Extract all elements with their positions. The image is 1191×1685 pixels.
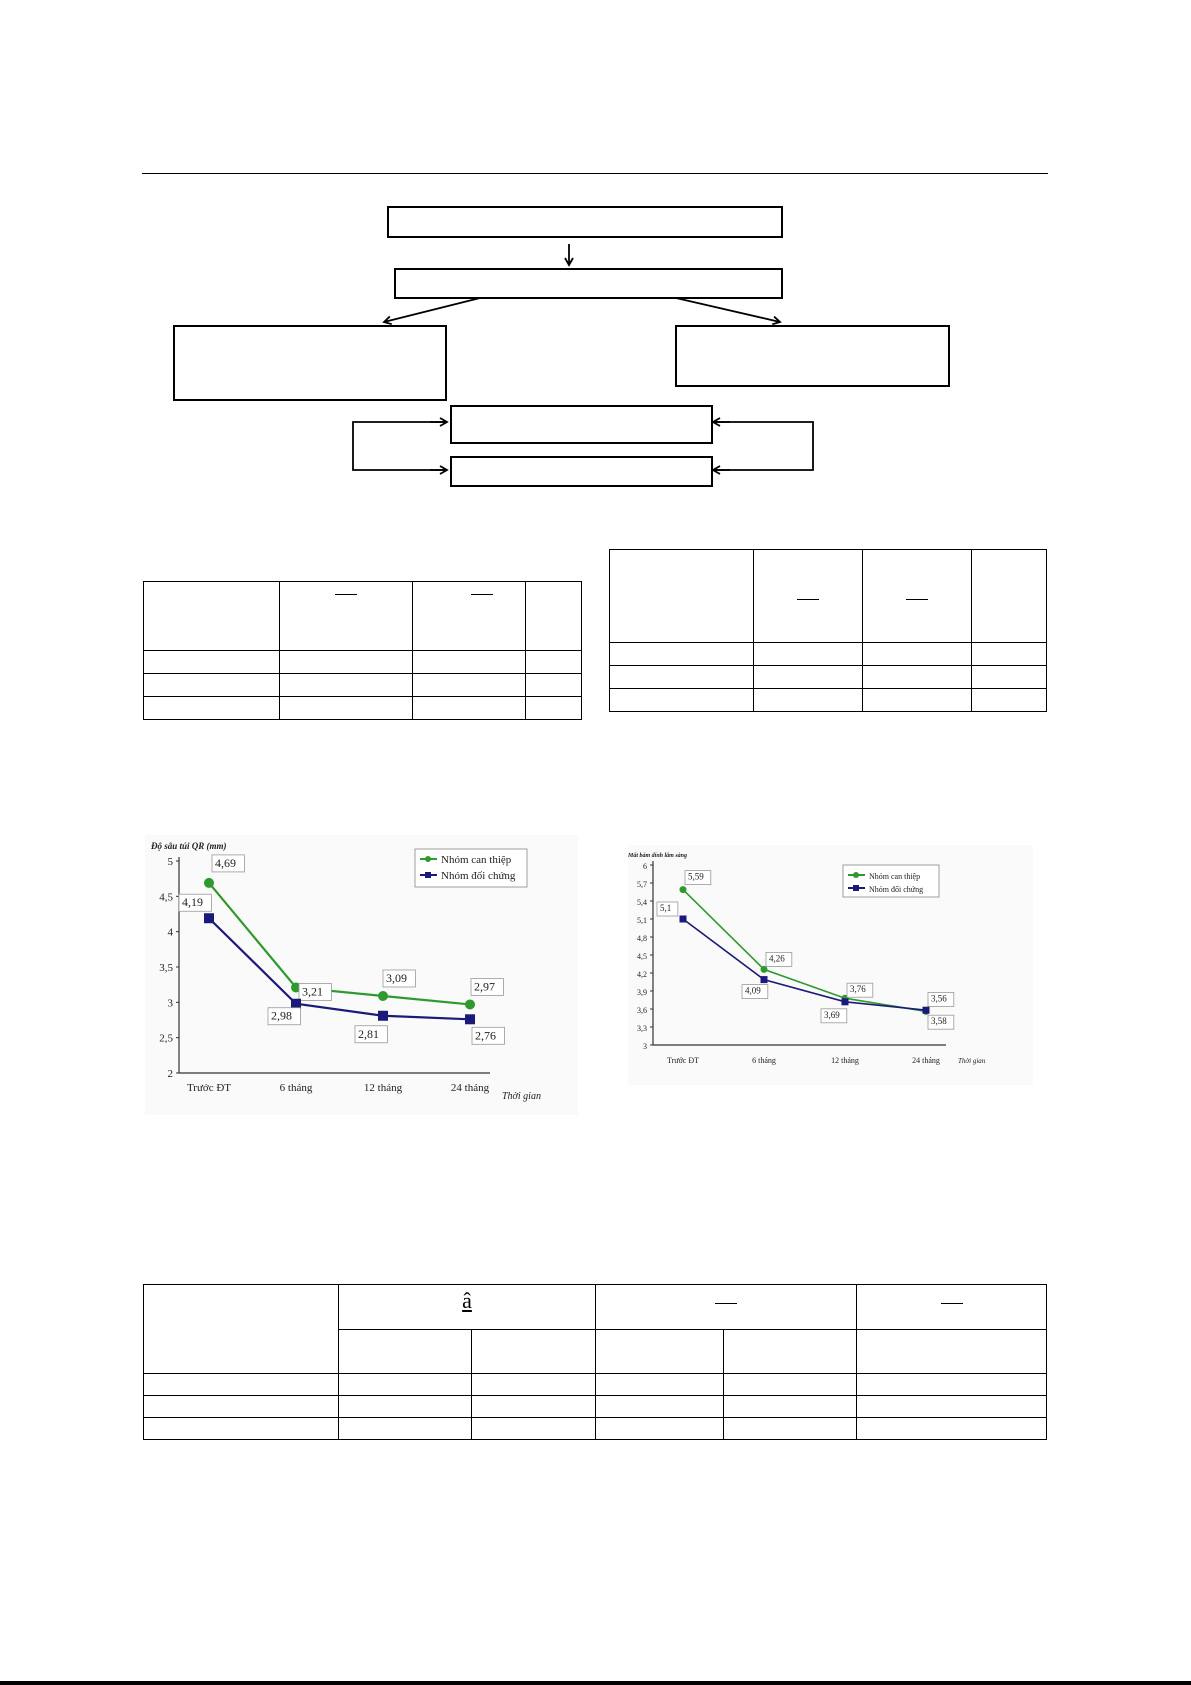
table-cell [413, 582, 526, 651]
y-tick-label: 4,5 [159, 891, 173, 904]
x-axis-title: Thời gian [958, 1057, 986, 1065]
data-label: 3,21 [302, 984, 323, 999]
data-point [923, 1007, 930, 1014]
legend-label: Nhóm can thiệp [869, 872, 921, 881]
data-label: 2,81 [358, 1026, 379, 1041]
x-axis-title: Thời gian [502, 1091, 541, 1102]
data-point [378, 991, 388, 1001]
legend-marker [425, 856, 431, 862]
chart-pocket-depth [145, 835, 578, 1115]
data-point [378, 1011, 388, 1021]
table-right [609, 549, 1047, 712]
data-label: 3,76 [850, 984, 866, 995]
y-tick-label: 3 [643, 1042, 647, 1051]
legend [415, 849, 527, 887]
table-cell [339, 1285, 596, 1330]
table-row [610, 643, 1047, 666]
x-tick-label: Trước ĐT [666, 1056, 700, 1065]
table-cell [863, 550, 972, 643]
y-tick-label: 4 [167, 926, 173, 939]
table-cell [596, 1285, 857, 1330]
table-cell [610, 550, 754, 643]
y-tick-label: 5,4 [637, 898, 647, 907]
y-tick-label: 2,5 [159, 1032, 173, 1045]
legend-marker [853, 872, 859, 878]
table-left [143, 581, 582, 720]
data-label: 3,09 [386, 970, 407, 985]
data-label: 3,56 [931, 993, 947, 1004]
x-tick-label: 24 tháng [450, 1082, 490, 1094]
legend-label: Nhóm đối chứng [869, 885, 924, 894]
series-line-intervention [209, 883, 470, 1005]
table-row [144, 651, 582, 674]
table-row [144, 1374, 1047, 1396]
series-line-control [209, 918, 470, 1019]
data-label: 2,76 [475, 1028, 496, 1043]
right-loop-connector [713, 422, 813, 470]
data-point [204, 913, 214, 923]
y-tick-label: 4,2 [637, 970, 647, 979]
table-row [610, 666, 1047, 689]
data-label: 3,69 [824, 1009, 840, 1020]
x-tick-label: 24 tháng [912, 1056, 940, 1065]
table-header-symbol: â [462, 1288, 472, 1313]
y-tick-label: 3 [167, 997, 173, 1010]
arrow-to-right-box [676, 298, 780, 322]
y-axis-title: Độ sâu túi QR (mm) [151, 841, 227, 851]
table-cell [526, 582, 582, 651]
legend-label: Nhóm can thiệp [441, 854, 512, 866]
x-tick-label: 6 tháng [752, 1056, 776, 1065]
y-tick-label: 5,1 [637, 916, 647, 925]
data-point [465, 1014, 475, 1024]
legend [843, 865, 939, 897]
flow-arrows [0, 0, 1191, 500]
data-point [842, 998, 849, 1005]
data-label: 3,58 [931, 1016, 947, 1027]
table-cell [144, 1285, 339, 1374]
mean-bar-symbol [906, 599, 928, 600]
y-tick-label: 4,5 [637, 952, 647, 961]
data-label: 2,97 [474, 979, 495, 994]
y-tick-label: 3,9 [637, 988, 647, 997]
x-tick-label: 6 tháng [279, 1082, 313, 1094]
table-row [144, 697, 582, 720]
table-row [610, 689, 1047, 712]
table-bottom [143, 1284, 1047, 1440]
mean-bar-symbol [941, 1303, 963, 1304]
table-row [144, 674, 582, 697]
y-tick-label: 2 [167, 1068, 173, 1080]
table-row [610, 550, 1047, 643]
table-row [144, 582, 582, 651]
data-label: 4,19 [182, 895, 203, 910]
data-label: 5,59 [688, 871, 704, 882]
x-tick-label: 12 tháng [831, 1056, 859, 1065]
table-row [144, 1285, 1047, 1330]
data-point [204, 878, 214, 888]
data-label: 5,1 [660, 903, 672, 913]
data-label: 4,26 [769, 953, 785, 964]
arrow-to-left-box [384, 298, 480, 322]
data-point [761, 966, 768, 973]
table-cell [754, 550, 863, 643]
series-line-control [683, 919, 926, 1010]
table-cell [857, 1285, 1047, 1330]
y-tick-label: 6 [643, 862, 647, 871]
legend-marker [425, 872, 431, 878]
data-point [680, 886, 687, 893]
table-cell [280, 582, 413, 651]
page-bottom-rule [0, 1681, 1191, 1685]
y-tick-label: 3,5 [159, 962, 173, 974]
mean-bar-symbol [715, 1303, 737, 1304]
left-loop-connector [353, 422, 447, 470]
y-tick-label: 4,8 [637, 934, 647, 943]
data-label: 4,09 [745, 985, 761, 996]
data-label: 2,98 [271, 1008, 292, 1023]
y-axis-title: Mất bám dính lâm sàng [628, 853, 688, 859]
x-tick-label: Trước ĐT [186, 1082, 232, 1094]
data-point [465, 999, 475, 1009]
mean-bar-symbol [797, 599, 819, 600]
data-point [291, 999, 301, 1009]
chart-attachment-loss [628, 845, 1033, 1085]
series-line-intervention [683, 890, 926, 1012]
y-tick-label: 3,6 [637, 1006, 647, 1015]
y-tick-label: 5,7 [637, 880, 647, 889]
legend-label: Nhóm đối chứng [441, 870, 516, 882]
table-row [144, 1396, 1047, 1418]
table-cell [972, 550, 1047, 643]
legend-marker [853, 885, 859, 891]
x-tick-label: 12 tháng [363, 1082, 403, 1094]
table-cell [144, 582, 280, 651]
mean-bar-symbol [471, 594, 493, 595]
y-tick-label: 5 [167, 856, 173, 868]
table-row [144, 1418, 1047, 1440]
data-point [680, 916, 687, 923]
data-point [761, 976, 768, 983]
y-tick-label: 3,3 [637, 1024, 647, 1033]
mean-bar-symbol [335, 594, 357, 595]
data-label: 4,69 [215, 855, 236, 870]
